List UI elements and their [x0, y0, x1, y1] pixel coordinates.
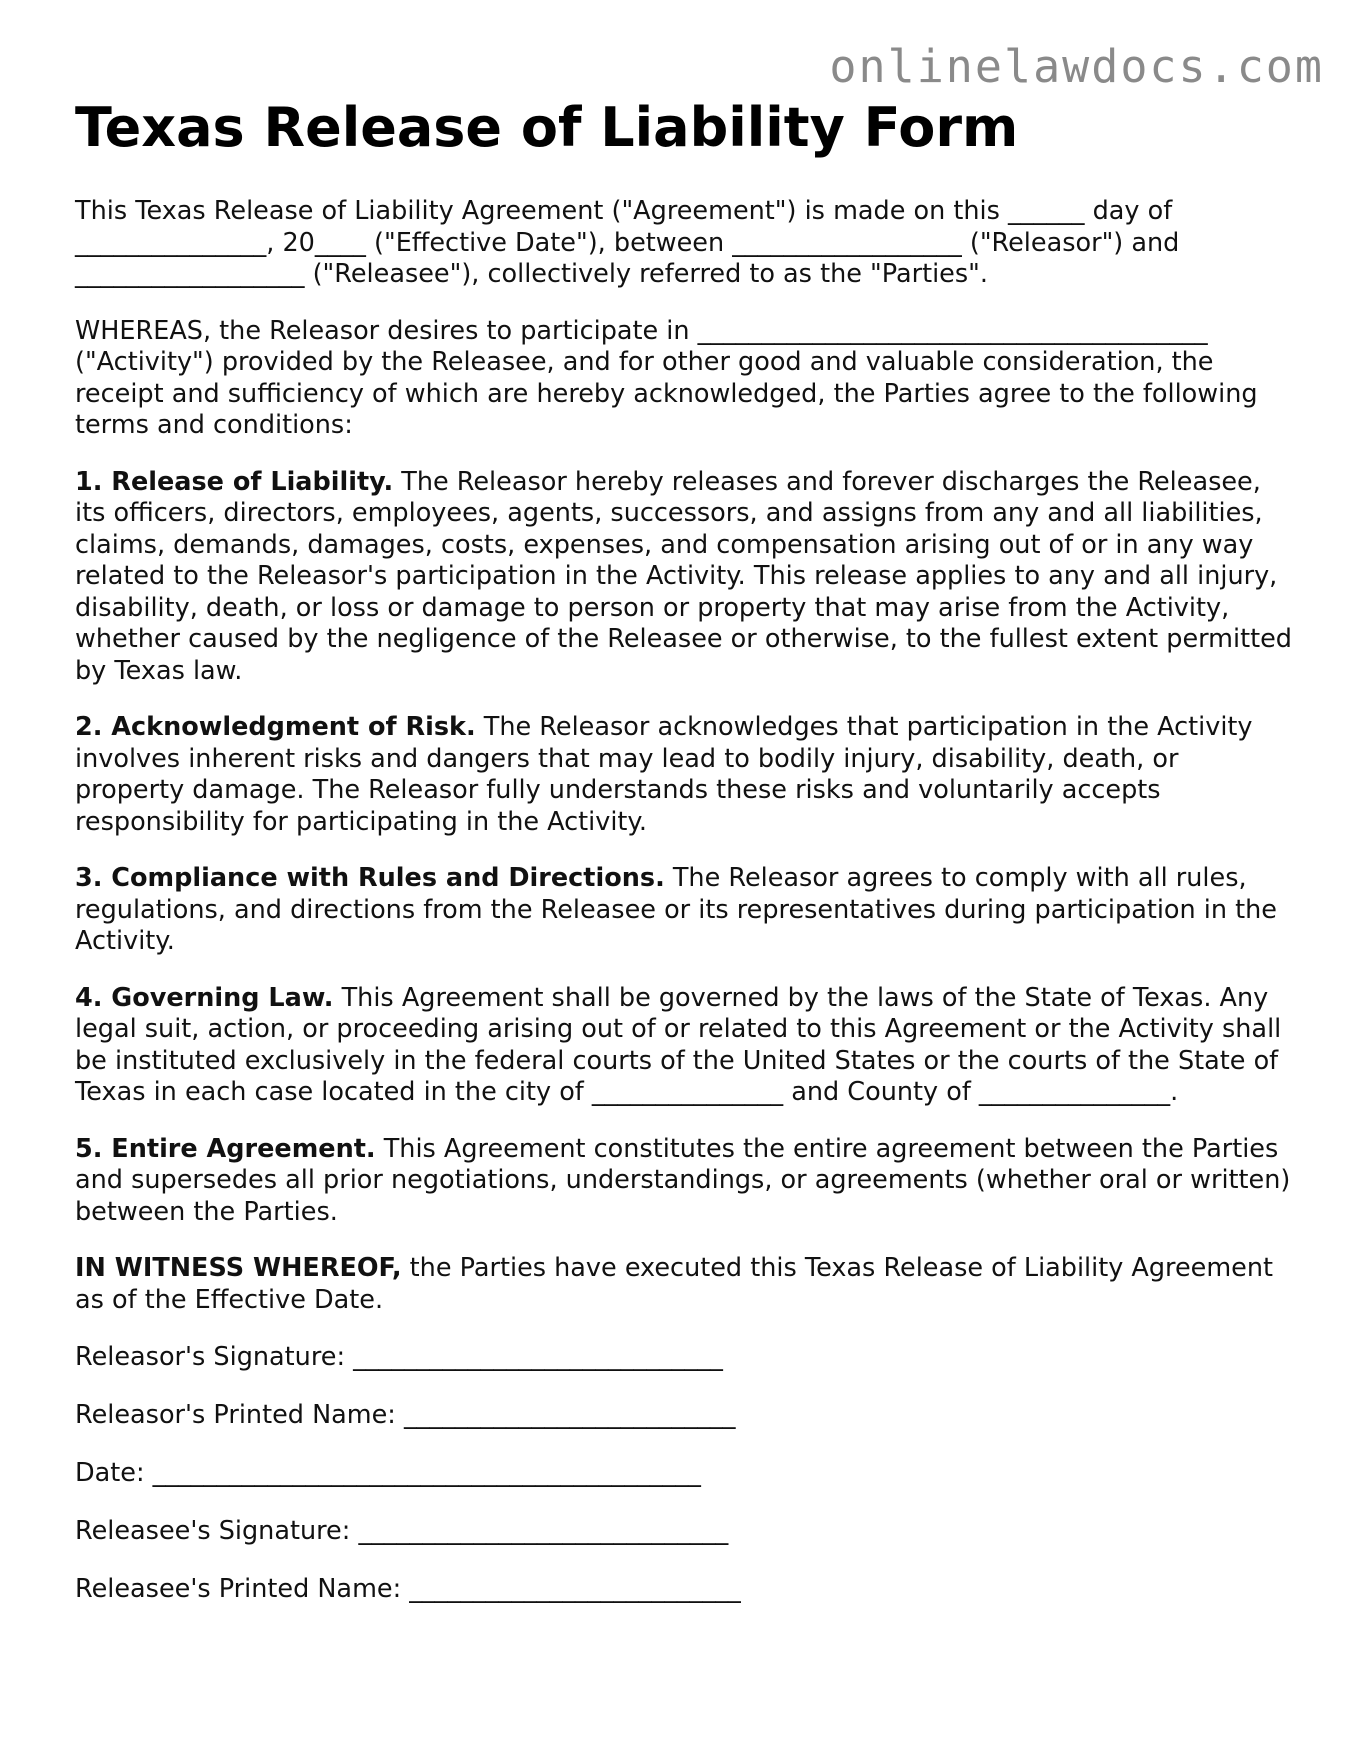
watermark: onlinelawdocs.com	[829, 40, 1324, 93]
section-entire-agreement	[75, 1134, 1295, 1229]
section-body: The Releasor hereby releases and forever discharges the Releasee, its officers, directors, employees, agents, successors, and assigns from any and all liabilities, claims, demands, damages, costs, expenses, and compensation arising out of or in any way related to the Releasor's participation in the Activity. This release applies to any and all injury, disability, death, or loss or damage to person or property that may arise from the Activity, whether caused by the negligence of the Releasee or otherwise, to the fullest extent permitted by Texas law.	[75, 466, 1292, 686]
section-heading: 1. Release of Liability.	[75, 466, 394, 497]
section-heading: 5. Entire Agreement.	[75, 1133, 376, 1164]
section-governing-law	[75, 983, 1295, 1109]
witness-body: the Parties have executed this Texas Release of Liability Agreement as of the Effective Date.	[75, 1253, 1274, 1315]
releasor-signature-line[interactable]: Releasor's Signature: _____________________________	[75, 1342, 723, 1372]
section-body: This Agreement shall be governed by the laws of the State of Texas. Any legal suit, action, or proceeding arising out of or related to this Agreement or the Activity shall be instituted exclusively in the federal courts of the United States or the courts of the State of Texas in each case located in the city of _______________ and County of _______________.	[75, 982, 1282, 1107]
releasee-signature-line[interactable]: Releasee's Signature: _____________________________	[75, 1516, 729, 1546]
whereas-paragraph: WHEREAS, the Releasor desires to participate in ________________________________________ ("Activity") provided by the Releasee, and for other good and valuable consideration, the receipt and sufficiency of which are hereby acknowledged, the Parties agree to the following terms and conditions:	[75, 315, 1258, 440]
releasor-printed-name-line[interactable]: Releasor's Printed Name: __________________________	[75, 1400, 736, 1430]
witness-paragraph	[75, 1253, 1295, 1316]
section-acknowledgment-of-risk	[75, 712, 1295, 838]
document-title: Texas Release of Liability Form	[75, 96, 1019, 159]
section-compliance	[75, 863, 1295, 958]
releasee-printed-name-line[interactable]: Releasee's Printed Name: __________________________	[75, 1574, 741, 1604]
section-release-of-liability	[75, 467, 1295, 688]
section-body: The Releasor acknowledges that participation in the Activity involves inherent risks and dangers that may lead to bodily injury, disability, death, or property damage. The Releasor fully understands these risks and voluntarily accepts responsibility for participating in the Activity.	[75, 712, 1253, 837]
section-heading: 4. Governing Law.	[75, 982, 334, 1013]
section-heading: 3. Compliance with Rules and Directions.	[75, 863, 665, 893]
section-body: This Agreement constitutes the entire agreement between the Parties and supersedes all prior negotiations, understandings, or agreements (whether oral or written) between the Parties.	[75, 1133, 1291, 1227]
section-heading: 2. Acknowledgment of Risk.	[75, 712, 476, 742]
date-line[interactable]: Date: ___________________________________________	[75, 1458, 701, 1488]
document-page	[75, 96, 1295, 1631]
intro-paragraph: This Texas Release of Liability Agreement ("Agreement") is made on this ______ day of _______________, 20____ ("Effective Date"), between __________________ ("Releasor") and __________________ ("Releasee"), collectively referred to as the "Parties".	[75, 196, 1180, 289]
section-body: The Releasor agrees to comply with all rules, regulations, and directions from the Releasee or its representatives during participation in the Activity.	[75, 863, 1277, 956]
witness-heading: IN WITNESS WHEREOF,	[75, 1253, 402, 1283]
